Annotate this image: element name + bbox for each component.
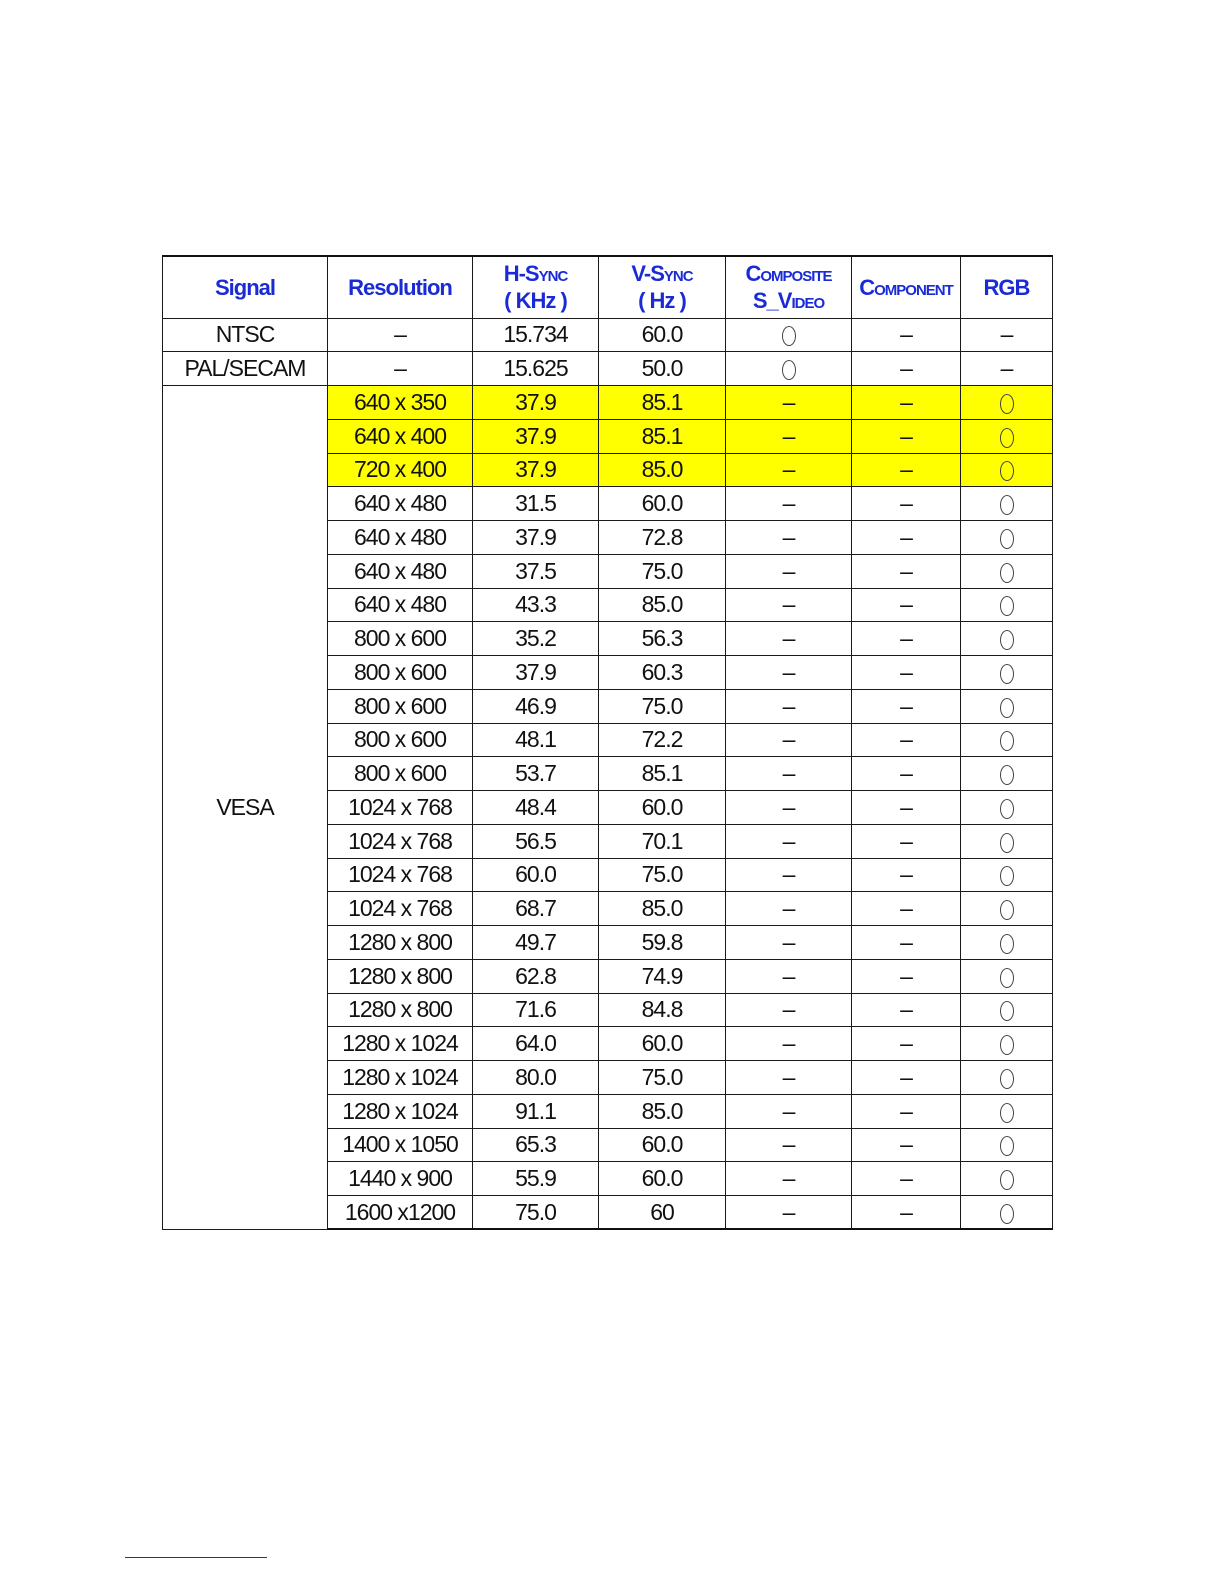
composite-cell: – — [726, 689, 852, 723]
resolution-cell: – — [328, 352, 473, 386]
table-row — [163, 386, 1053, 420]
resolution-cell: 1024 x 768 — [328, 824, 473, 858]
vsync-cell: 84.8 — [599, 993, 726, 1027]
composite-cell: – — [726, 487, 852, 521]
supported-circle-icon — [1000, 596, 1014, 616]
rgb-cell — [961, 622, 1053, 656]
hsync-cell: 37.9 — [473, 386, 599, 420]
supported-circle-icon — [1000, 900, 1014, 920]
resolution-cell: 1280 x 1024 — [328, 1094, 473, 1128]
rgb-cell — [961, 656, 1053, 690]
rgb-cell — [961, 487, 1053, 521]
supported-circle-icon — [1000, 1103, 1014, 1123]
composite-cell: – — [726, 1061, 852, 1095]
composite-cell: – — [726, 824, 852, 858]
component-cell: – — [852, 318, 961, 352]
resolution-cell: 1280 x 800 — [328, 993, 473, 1027]
resolution-cell: 1024 x 768 — [328, 858, 473, 892]
supported-circle-icon — [1000, 698, 1014, 718]
header-hsync-title: H-Sync — [503, 261, 568, 287]
hsync-cell: 49.7 — [473, 926, 599, 960]
header-component: Component — [852, 256, 961, 318]
resolution-cell: 800 x 600 — [328, 723, 473, 757]
rgb-cell — [961, 926, 1053, 960]
component-cell: – — [852, 419, 961, 453]
resolution-cell: 1280 x 800 — [328, 926, 473, 960]
composite-cell: – — [726, 386, 852, 420]
hsync-cell: 37.9 — [473, 453, 599, 487]
rgb-cell — [961, 1162, 1053, 1196]
resolution-cell: 1280 x 1024 — [328, 1061, 473, 1095]
composite-cell: – — [726, 622, 852, 656]
component-cell: – — [852, 622, 961, 656]
rgb-cell: – — [961, 318, 1053, 352]
table-row — [163, 352, 1053, 386]
supported-circle-icon — [1000, 1170, 1014, 1190]
resolution-cell: – — [328, 318, 473, 352]
rgb-cell — [961, 1196, 1053, 1230]
resolution-cell: 1024 x 768 — [328, 791, 473, 825]
component-cell: – — [852, 824, 961, 858]
composite-cell: – — [726, 554, 852, 588]
supported-circle-icon — [1000, 731, 1014, 751]
hsync-cell: 91.1 — [473, 1094, 599, 1128]
header-composite — [726, 256, 852, 318]
signal-timing-table — [162, 255, 1053, 1230]
resolution-cell: 1400 x 1050 — [328, 1128, 473, 1162]
header-vsync-title: V-Sync — [631, 261, 693, 287]
component-cell: – — [852, 588, 961, 622]
rgb-cell — [961, 689, 1053, 723]
supported-circle-icon — [1000, 1001, 1014, 1021]
component-cell: – — [852, 1094, 961, 1128]
header-resolution: Resolution — [328, 256, 473, 318]
vsync-cell: 85.0 — [599, 453, 726, 487]
resolution-cell: 1024 x 768 — [328, 892, 473, 926]
table-body — [163, 318, 1053, 1229]
composite-cell: – — [726, 453, 852, 487]
rgb-cell — [961, 1027, 1053, 1061]
resolution-cell: 640 x 480 — [328, 588, 473, 622]
composite-cell: – — [726, 993, 852, 1027]
rgb-cell — [961, 993, 1053, 1027]
rgb-cell — [961, 791, 1053, 825]
rgb-cell — [961, 1094, 1053, 1128]
header-vsync — [599, 256, 726, 318]
vsync-cell: 60 — [599, 1196, 726, 1230]
header-hsync — [473, 256, 599, 318]
rgb-cell — [961, 419, 1053, 453]
composite-cell — [726, 318, 852, 352]
vsync-cell: 75.0 — [599, 689, 726, 723]
composite-cell: – — [726, 1128, 852, 1162]
component-cell: – — [852, 487, 961, 521]
resolution-cell: 640 x 350 — [328, 386, 473, 420]
hsync-cell: 62.8 — [473, 959, 599, 993]
hsync-cell: 48.1 — [473, 723, 599, 757]
composite-cell: – — [726, 757, 852, 791]
vsync-cell: 85.0 — [599, 892, 726, 926]
component-cell: – — [852, 993, 961, 1027]
resolution-cell: 720 x 400 — [328, 453, 473, 487]
composite-cell: – — [726, 419, 852, 453]
vsync-cell: 72.8 — [599, 521, 726, 555]
hsync-cell: 37.5 — [473, 554, 599, 588]
signal-cell: NTSC — [163, 318, 328, 352]
hsync-cell: 56.5 — [473, 824, 599, 858]
composite-cell: – — [726, 723, 852, 757]
hsync-cell: 31.5 — [473, 487, 599, 521]
vsync-cell: 60.3 — [599, 656, 726, 690]
component-cell: – — [852, 386, 961, 420]
component-cell: – — [852, 1162, 961, 1196]
resolution-cell: 800 x 600 — [328, 622, 473, 656]
rgb-cell — [961, 588, 1053, 622]
hsync-cell: 71.6 — [473, 993, 599, 1027]
supported-circle-icon — [782, 326, 796, 346]
rgb-cell — [961, 1128, 1053, 1162]
vsync-cell: 74.9 — [599, 959, 726, 993]
signal-cell-vesa: VESA — [163, 386, 328, 1230]
hsync-cell: 60.0 — [473, 858, 599, 892]
component-cell: – — [852, 689, 961, 723]
component-cell: – — [852, 959, 961, 993]
vsync-cell: 85.1 — [599, 386, 726, 420]
hsync-cell: 64.0 — [473, 1027, 599, 1061]
supported-circle-icon — [1000, 833, 1014, 853]
supported-circle-icon — [1000, 495, 1014, 515]
resolution-cell: 1280 x 800 — [328, 959, 473, 993]
resolution-cell: 640 x 400 — [328, 419, 473, 453]
vsync-cell: 60.0 — [599, 1162, 726, 1196]
component-cell: – — [852, 554, 961, 588]
supported-circle-icon — [1000, 630, 1014, 650]
composite-cell: – — [726, 926, 852, 960]
component-cell: – — [852, 521, 961, 555]
supported-circle-icon — [782, 360, 796, 380]
supported-circle-icon — [1000, 664, 1014, 684]
table-row — [163, 318, 1053, 352]
vsync-cell: 60.0 — [599, 1128, 726, 1162]
component-cell: – — [852, 757, 961, 791]
supported-circle-icon — [1000, 461, 1014, 481]
vsync-cell: 56.3 — [599, 622, 726, 656]
vsync-cell: 60.0 — [599, 318, 726, 352]
hsync-cell: 37.9 — [473, 419, 599, 453]
component-cell: – — [852, 1061, 961, 1095]
supported-circle-icon — [1000, 866, 1014, 886]
composite-cell: – — [726, 656, 852, 690]
header-row — [163, 256, 1053, 318]
hsync-cell: 68.7 — [473, 892, 599, 926]
rgb-cell — [961, 959, 1053, 993]
composite-cell: – — [726, 588, 852, 622]
hsync-cell: 65.3 — [473, 1128, 599, 1162]
vsync-cell: 72.2 — [599, 723, 726, 757]
vsync-cell: 85.0 — [599, 1094, 726, 1128]
component-cell: – — [852, 1027, 961, 1061]
resolution-cell: 1440 x 900 — [328, 1162, 473, 1196]
hsync-cell: 35.2 — [473, 622, 599, 656]
vsync-cell: 59.8 — [599, 926, 726, 960]
header-hsync-unit: ( KHz ) — [504, 288, 567, 314]
supported-circle-icon — [1000, 428, 1014, 448]
header-rgb: RGB — [961, 256, 1053, 318]
component-cell: – — [852, 1196, 961, 1230]
rgb-cell — [961, 824, 1053, 858]
header-signal: Signal — [163, 256, 328, 318]
component-cell: – — [852, 453, 961, 487]
supported-circle-icon — [1000, 394, 1014, 414]
supported-circle-icon — [1000, 1035, 1014, 1055]
component-cell: – — [852, 352, 961, 386]
composite-cell — [726, 352, 852, 386]
rgb-cell: – — [961, 352, 1053, 386]
rgb-cell — [961, 858, 1053, 892]
rgb-cell — [961, 757, 1053, 791]
component-cell: – — [852, 892, 961, 926]
header-vsync-unit: ( Hz ) — [638, 288, 686, 314]
hsync-cell: 15.734 — [473, 318, 599, 352]
vsync-cell: 85.1 — [599, 757, 726, 791]
hsync-cell: 37.9 — [473, 521, 599, 555]
resolution-cell: 640 x 480 — [328, 521, 473, 555]
rgb-cell — [961, 723, 1053, 757]
hsync-cell: 48.4 — [473, 791, 599, 825]
supported-circle-icon — [1000, 529, 1014, 549]
table-header — [163, 256, 1053, 318]
vsync-cell: 50.0 — [599, 352, 726, 386]
component-cell: – — [852, 1128, 961, 1162]
composite-cell: – — [726, 521, 852, 555]
rgb-cell — [961, 386, 1053, 420]
composite-cell: – — [726, 1027, 852, 1061]
vsync-cell: 60.0 — [599, 1027, 726, 1061]
hsync-cell: 46.9 — [473, 689, 599, 723]
supported-circle-icon — [1000, 934, 1014, 954]
resolution-cell: 1600 x1200 — [328, 1196, 473, 1230]
rgb-cell — [961, 892, 1053, 926]
vsync-cell: 85.1 — [599, 419, 726, 453]
supported-circle-icon — [1000, 563, 1014, 583]
component-cell: – — [852, 791, 961, 825]
hsync-cell: 43.3 — [473, 588, 599, 622]
supported-circle-icon — [1000, 968, 1014, 988]
composite-cell: – — [726, 1196, 852, 1230]
footnote-separator — [125, 1557, 267, 1558]
rgb-cell — [961, 521, 1053, 555]
hsync-cell: 53.7 — [473, 757, 599, 791]
hsync-cell: 37.9 — [473, 656, 599, 690]
composite-cell: – — [726, 1094, 852, 1128]
vsync-cell: 60.0 — [599, 487, 726, 521]
component-cell: – — [852, 858, 961, 892]
header-svideo-title: S_Video — [752, 288, 825, 314]
resolution-cell: 800 x 600 — [328, 757, 473, 791]
supported-circle-icon — [1000, 1204, 1014, 1224]
composite-cell: – — [726, 858, 852, 892]
supported-circle-icon — [1000, 799, 1014, 819]
rgb-cell — [961, 453, 1053, 487]
vsync-cell: 60.0 — [599, 791, 726, 825]
resolution-cell: 640 x 480 — [328, 487, 473, 521]
composite-cell: – — [726, 959, 852, 993]
hsync-cell: 55.9 — [473, 1162, 599, 1196]
resolution-cell: 1280 x 1024 — [328, 1027, 473, 1061]
composite-cell: – — [726, 892, 852, 926]
resolution-cell: 800 x 600 — [328, 656, 473, 690]
signal-cell: PAL/SECAM — [163, 352, 328, 386]
supported-circle-icon — [1000, 765, 1014, 785]
hsync-cell: 15.625 — [473, 352, 599, 386]
vsync-cell: 75.0 — [599, 1061, 726, 1095]
header-composite-title: Composite — [745, 261, 832, 287]
resolution-cell: 800 x 600 — [328, 689, 473, 723]
supported-circle-icon — [1000, 1069, 1014, 1089]
rgb-cell — [961, 554, 1053, 588]
component-cell: – — [852, 926, 961, 960]
component-cell: – — [852, 723, 961, 757]
hsync-cell: 75.0 — [473, 1196, 599, 1230]
composite-cell: – — [726, 791, 852, 825]
vsync-cell: 85.0 — [599, 588, 726, 622]
vsync-cell: 70.1 — [599, 824, 726, 858]
vsync-cell: 75.0 — [599, 858, 726, 892]
rgb-cell — [961, 1061, 1053, 1095]
vsync-cell: 75.0 — [599, 554, 726, 588]
component-cell: – — [852, 656, 961, 690]
composite-cell: – — [726, 1162, 852, 1196]
resolution-cell: 640 x 480 — [328, 554, 473, 588]
supported-circle-icon — [1000, 1136, 1014, 1156]
hsync-cell: 80.0 — [473, 1061, 599, 1095]
